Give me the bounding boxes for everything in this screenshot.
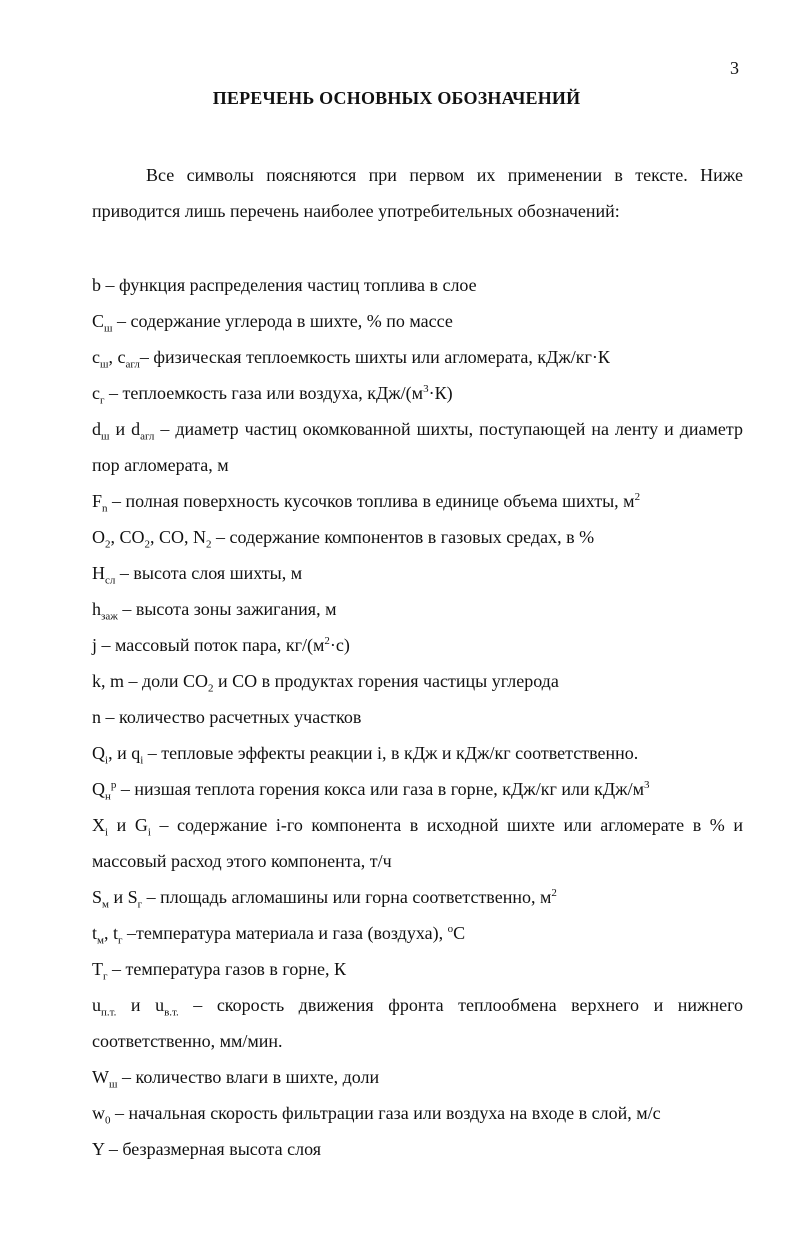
- notation-text: – диаметр частиц окомкованной шихты, поступающей на ленту и диаметр пор агломерата, м: [92, 419, 743, 475]
- superscript: р: [110, 779, 117, 791]
- page-title: ПЕРЕЧЕНЬ ОСНОВНЫХ ОБОЗНАЧЕНИЙ: [212, 88, 581, 108]
- notation-text: – скорость движения фронта теплообмена верхнего и нижнего соответственно, мм/мин.: [92, 995, 744, 1051]
- subscript: 0: [105, 1114, 111, 1127]
- notation-item: [92, 555, 743, 591]
- notation-text: и d: [109, 419, 141, 439]
- notation-item: [92, 987, 743, 1059]
- notation-item: [92, 735, 743, 771]
- subscript: i: [147, 826, 151, 839]
- subscript: г: [118, 934, 123, 947]
- notation-text: n – количество расчетных участков: [92, 707, 362, 727]
- notation-item: [92, 519, 743, 555]
- subscript: агл: [140, 430, 155, 443]
- subscript: ш: [101, 430, 110, 443]
- notation-item: [92, 1059, 743, 1095]
- notation-text: S: [92, 887, 103, 907]
- superscript: 3: [423, 383, 429, 395]
- superscript: 2: [551, 887, 557, 899]
- notation-text: k, m – доли CO: [92, 671, 209, 691]
- notation-text: и CO в продуктах горения частицы углерода: [213, 671, 559, 691]
- notation-text: и G: [108, 815, 148, 835]
- notation-item: [92, 699, 743, 735]
- notation-text: O: [92, 527, 105, 547]
- superscript: 2: [634, 491, 641, 503]
- notation-item: [92, 339, 743, 375]
- notation-text: b – функция распределения частиц топлива в слое: [92, 275, 477, 295]
- notation-item: [92, 771, 743, 807]
- notation-text: c: [92, 383, 100, 403]
- notation-item: [92, 375, 743, 411]
- notation-text: – температура газов в горне, К: [107, 959, 346, 979]
- notation-text: – содержание i-го компонента в исходной шихте или агломерате в % и массовый расход этого компонента, т/ч: [92, 815, 743, 871]
- notation-text: j – массовый поток пара, кг/(м: [92, 635, 325, 655]
- notation-text: С: [453, 923, 466, 943]
- notation-text: – начальная скорость фильтрации газа или воздуха на входе в слой, м/с: [110, 1103, 661, 1123]
- notation-item: [92, 879, 743, 915]
- notation-item: [92, 411, 743, 483]
- notation-text: , c: [108, 347, 126, 367]
- notation-text: – теплоемкость газа или воздуха, кДж/(м: [104, 383, 424, 403]
- notation-item: [92, 915, 743, 951]
- notation-text: , и q: [108, 743, 141, 763]
- notation-text: t: [92, 923, 98, 943]
- page-number: 3: [730, 58, 739, 78]
- notation-item: [92, 591, 743, 627]
- notation-text: X: [92, 815, 105, 835]
- subscript: i: [105, 826, 109, 839]
- notation-text: H: [92, 563, 105, 583]
- subscript: ш: [100, 358, 109, 371]
- notation-text: c: [92, 347, 100, 367]
- subscript: н: [105, 790, 111, 803]
- subscript: i: [105, 754, 109, 767]
- subscript: 2: [206, 538, 212, 551]
- subscript: г: [100, 394, 105, 407]
- subscript: сл: [105, 574, 116, 587]
- notation-item: [92, 267, 743, 303]
- superscript: 3: [643, 779, 650, 791]
- subscript: п.т.: [101, 1006, 117, 1019]
- subscript: заж: [101, 610, 118, 623]
- notation-text: h: [92, 599, 101, 619]
- notation-text: W: [92, 1067, 109, 1087]
- subscript: м: [97, 934, 104, 947]
- notation-item: [92, 807, 743, 879]
- notation-text: ·К): [428, 383, 453, 403]
- superscript: 2: [324, 635, 330, 647]
- notation-item: [92, 951, 743, 987]
- subscript: 2: [144, 538, 151, 551]
- notation-text: Q: [92, 743, 105, 763]
- notation-text: –температура материала и газа (воздуха),: [122, 923, 448, 943]
- notation-text: Y – безразмерная высота слоя: [92, 1139, 322, 1159]
- subscript: м: [102, 898, 109, 911]
- subscript: i: [140, 754, 144, 767]
- notation-item: [92, 663, 743, 699]
- notation-item: [92, 1131, 743, 1167]
- intro-paragraph: Все символы поясняются при первом их применении в тексте. Ниже приводится лишь перечень наиболее употребительных обозначений:: [92, 165, 743, 221]
- subscript: ш: [104, 322, 113, 335]
- notation-text: – низшая теплота горения кокса или газа в горне, кДж/кг или кДж/м: [116, 779, 644, 799]
- notation-text: – содержание компонентов в газовых средах, в %: [211, 527, 595, 547]
- notation-text: w: [92, 1103, 105, 1123]
- notation-text: – тепловые эффекты реакции i, в кДж и кДж/кг соответственно.: [143, 743, 639, 763]
- notation-text: – площадь агломашины или горна соответственно, м: [142, 887, 552, 907]
- notation-text: , CO, N: [150, 527, 207, 547]
- subscript: агл: [125, 358, 140, 371]
- subscript: г: [103, 970, 108, 983]
- notation-item: [92, 483, 743, 519]
- notation-text: u: [92, 995, 101, 1015]
- notation-text: и S: [108, 887, 138, 907]
- notation-item: [92, 1095, 743, 1131]
- notation-item: [92, 303, 743, 339]
- notation-list: [92, 267, 743, 1167]
- subscript: n: [102, 502, 108, 515]
- notation-text: d: [92, 419, 101, 439]
- notation-text: Q: [92, 779, 105, 799]
- superscript: о: [447, 923, 454, 935]
- notation-item: [92, 627, 743, 663]
- subscript: ш: [109, 1078, 118, 1091]
- notation-text: – содержание углерода в шихте, % по массе: [112, 311, 453, 331]
- subscript: 2: [208, 682, 214, 695]
- notation-text: C: [92, 311, 105, 331]
- notation-text: , t: [103, 923, 118, 943]
- notation-text: , CO: [110, 527, 145, 547]
- notation-text: – высота слоя шихты, м: [115, 563, 303, 583]
- notation-text: и u: [116, 995, 165, 1015]
- notation-text: – высота зоны зажигания, м: [117, 599, 337, 619]
- notation-text: ·с): [329, 635, 350, 655]
- subscript: в.т.: [164, 1006, 179, 1019]
- notation-text: T: [92, 959, 103, 979]
- notation-text: – физическая теплоемкость шихты или агломерата, кДж/кг·К: [139, 347, 610, 367]
- subscript: г: [137, 898, 143, 911]
- subscript: 2: [105, 538, 111, 551]
- notation-text: – полная поверхность кусочков топлива в единице объема шихты, м: [107, 491, 635, 511]
- notation-text: – количество влаги в шихте, доли: [117, 1067, 380, 1087]
- notation-text: F: [92, 491, 103, 511]
